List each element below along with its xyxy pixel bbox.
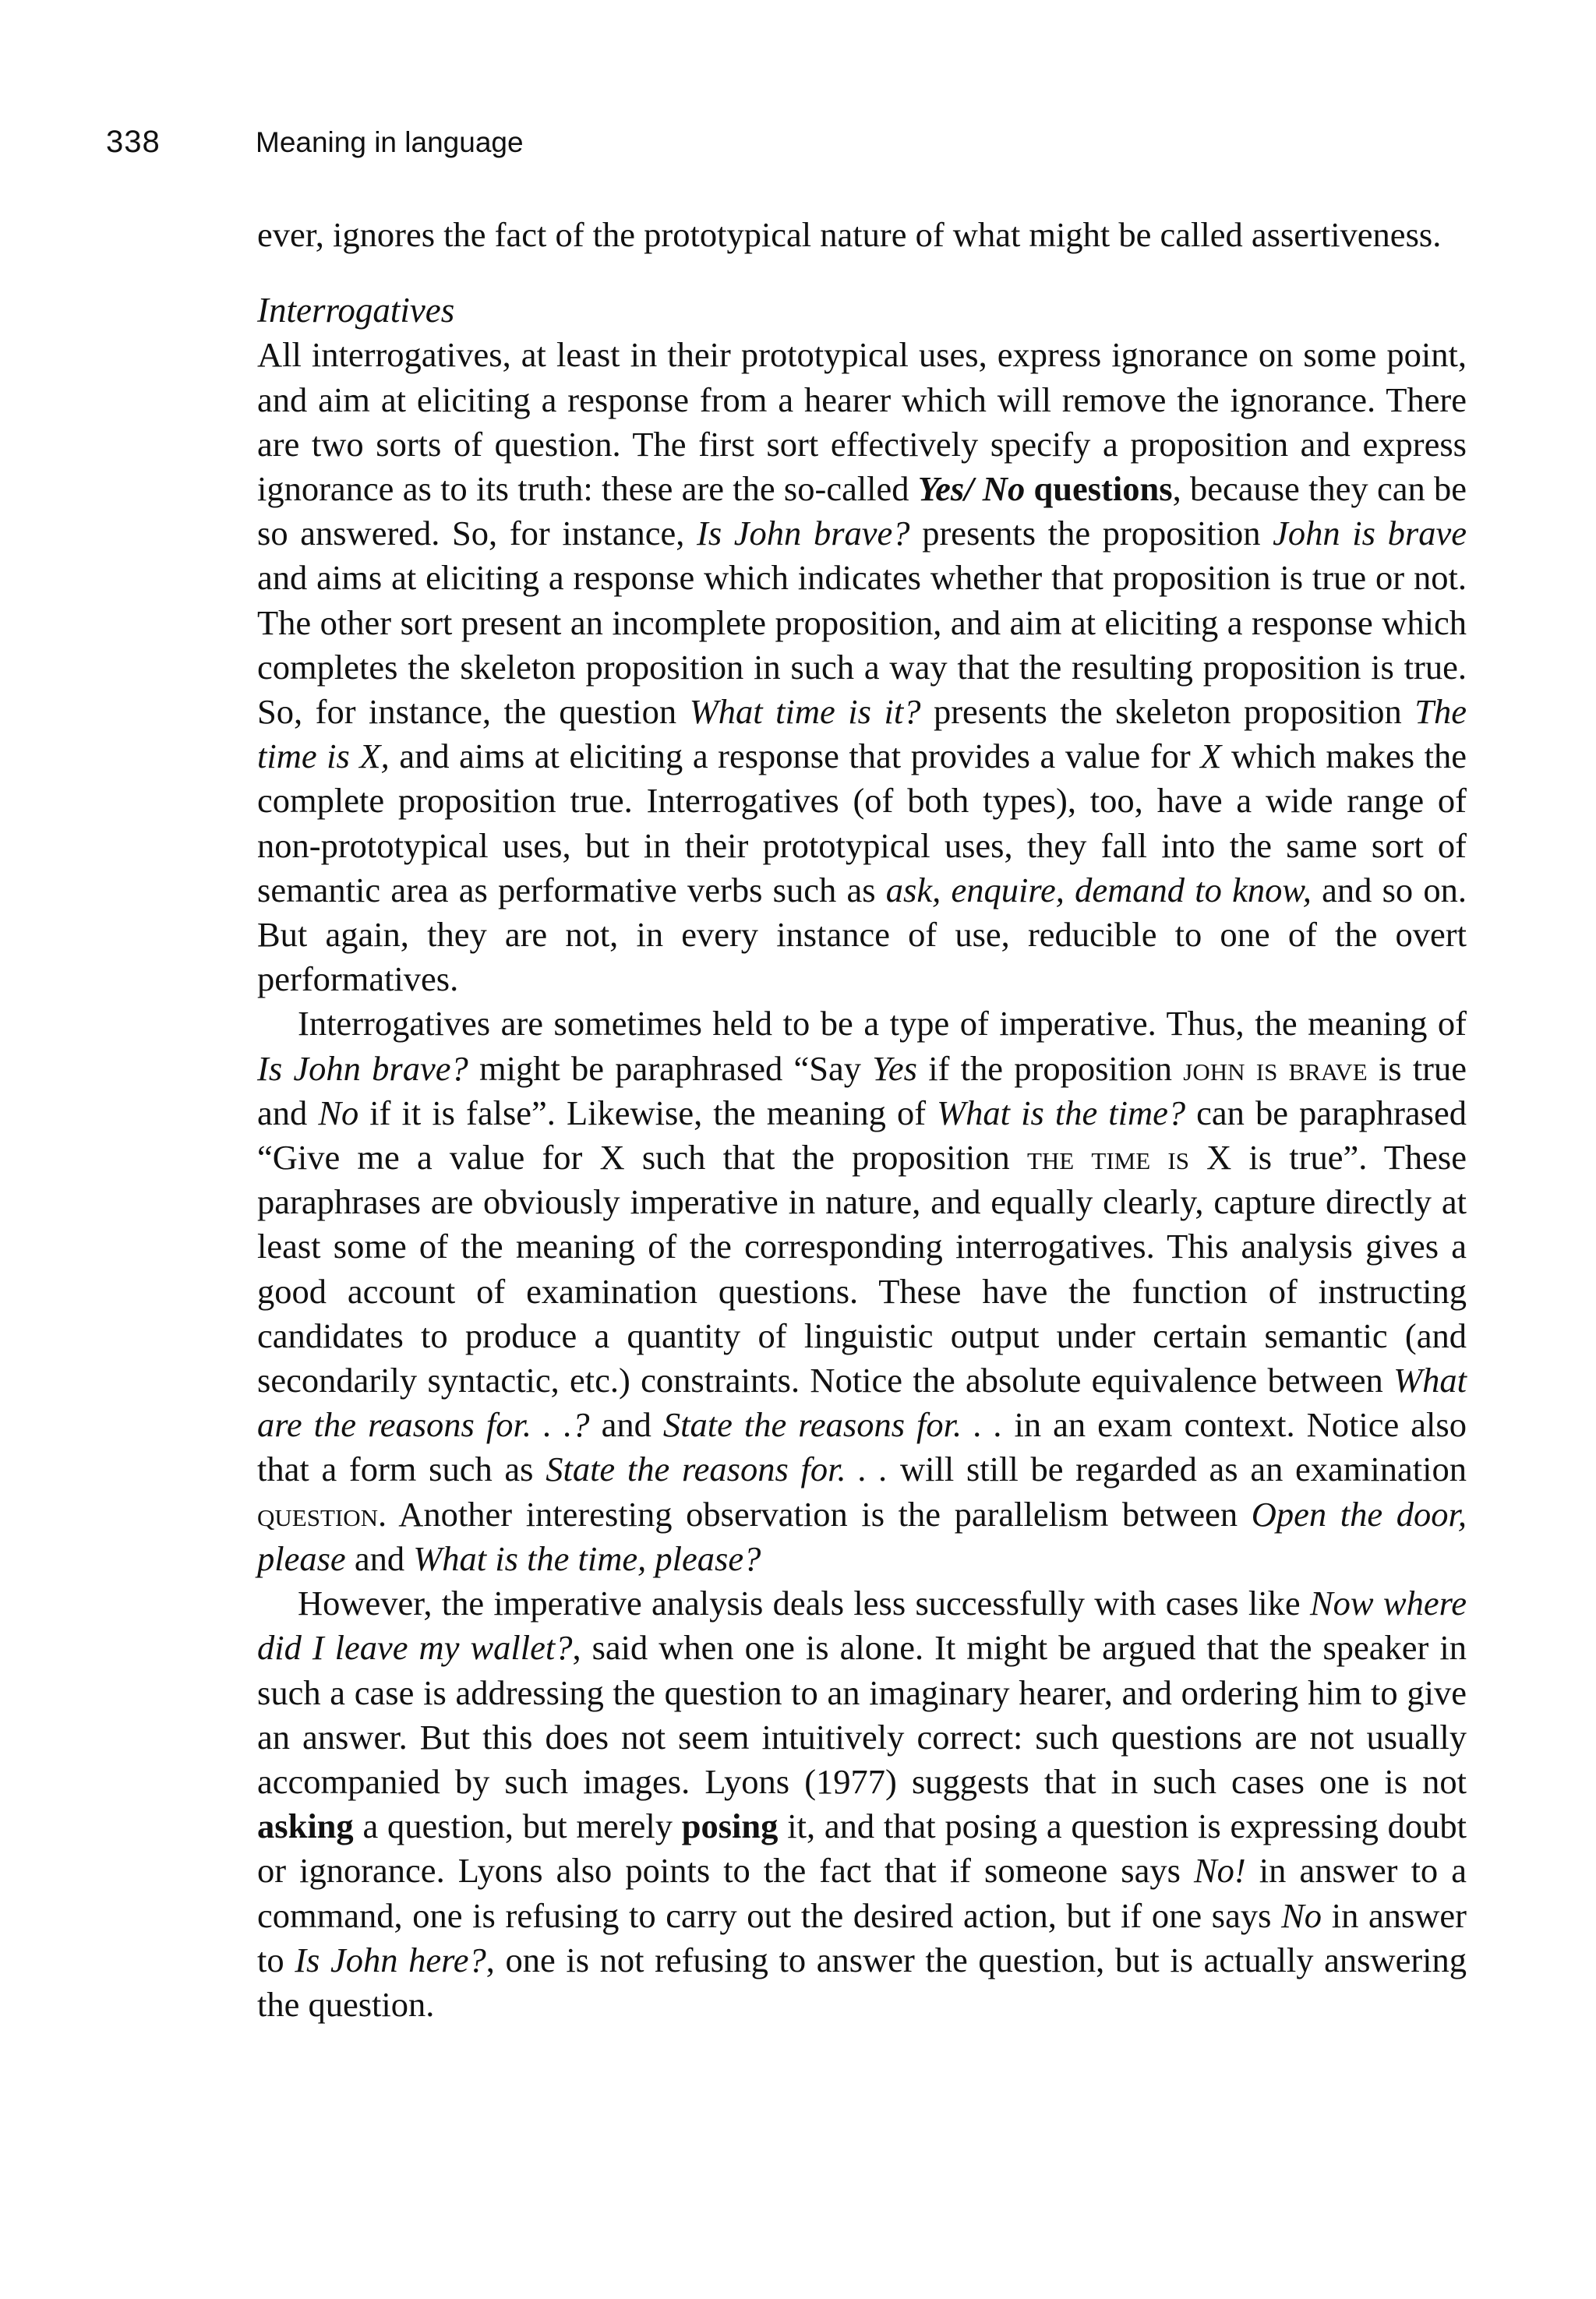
paragraph-3: [257, 1581, 1467, 2027]
example-x: X: [1200, 736, 1222, 776]
example-no-exclamation: No!: [1194, 1851, 1246, 1891]
text-run: , said when one is alone. It might be argued that the speaker in such a case is addressing the question to an imaginary hearer, and ordering him to give an answer. But this does not seem intuitively correct: such questions are not usually accompanied by such images. Lyons (1977) suggests that in such cases one is not: [257, 1628, 1467, 1801]
example-yes: Yes: [872, 1048, 917, 1088]
paragraph-1: [257, 333, 1467, 1001]
text-run: presents the skeleton proposition: [920, 692, 1415, 732]
term-asking: asking: [257, 1806, 354, 1846]
example-no: No: [1281, 1895, 1322, 1935]
term-posing: posing: [681, 1806, 779, 1846]
smallcaps-john-is-brave: john is brave: [1183, 1048, 1368, 1088]
page-header: [106, 125, 524, 160]
text-run: and: [345, 1538, 414, 1578]
text-run: in an exam context. Notice also that a form such as: [257, 1405, 1467, 1489]
intro-paragraph: ever, ignores the fact of the prototypical nature of what might be called assertiveness.: [257, 215, 1442, 254]
text-run: and so on. But again, they are not, in every instance of use, reducible to one of the overt performatives.: [257, 870, 1467, 999]
example-state-reasons: State the reasons for. . .: [662, 1405, 1003, 1445]
example-what-is-the-time: What is the time?: [937, 1093, 1186, 1132]
text-run: can be paraphrased “Give me a value for X such that the proposition: [257, 1093, 1467, 1178]
example-john-is-brave: John is brave: [1273, 514, 1467, 553]
example-open-door: Open the door, please: [257, 1494, 1467, 1578]
text-run: and aims at eliciting a response that provides a value for: [389, 736, 1201, 776]
text-run: in answer to: [257, 1895, 1467, 1979]
example-time-is-x: The time is X,: [257, 692, 1467, 776]
example-no: No: [318, 1093, 359, 1132]
term-questions: questions: [1025, 469, 1173, 509]
text-run: if it is false”. Likewise, the meaning of: [358, 1093, 937, 1132]
text-run: Interrogatives are sometimes held to be a type of imperative. Thus, the meaning of: [298, 1004, 1467, 1044]
smallcaps-question: question: [257, 1494, 378, 1534]
running-head: Meaning in language: [256, 126, 524, 158]
text-run: in answer to a command, one is refusing to carry out the desired action, but if one says: [257, 1851, 1467, 1935]
text-run: if the proposition: [917, 1048, 1184, 1088]
text-run: However, the imperative analysis deals less successfully with cases like: [298, 1584, 1310, 1623]
example-is-john-brave: Is John brave?: [257, 1048, 468, 1088]
page-number: 338: [106, 125, 161, 159]
example-what-are-reasons: What are the reasons for. . .?: [257, 1361, 1467, 1445]
text-run: , because they can be so answered. So, for instance,: [257, 469, 1467, 553]
text-run: might be paraphrased “Say: [468, 1048, 873, 1088]
text-run: , one is not refusing to answer the question, but is actually answering the question.: [257, 1940, 1467, 2024]
text-run: presents the proposition: [909, 514, 1273, 553]
example-what-time: What time is it?: [689, 692, 921, 732]
smallcaps-the-time-is: the time is: [1026, 1138, 1189, 1178]
section-heading: Interrogatives: [257, 291, 455, 330]
example-state-reasons: State the reasons for. . .: [546, 1450, 888, 1489]
text-run: it, and that posing a question is expressing doubt or ignorance. Lyons also points to the fact that if someone says: [257, 1806, 1467, 1891]
text-run: which makes the complete proposition true. Interrogatives (of both types), too, have a wide range of non-prototypical uses, but in their prototypical uses, they fall into the same sort of semantic area as performative verbs such as: [257, 736, 1467, 909]
text-run: will still be regarded as an examination: [888, 1450, 1467, 1489]
example-wallet: Now where did I leave my wallet?: [257, 1584, 1467, 1668]
example-is-john-brave: Is John brave?: [697, 514, 910, 553]
text-run: a question, but merely: [353, 1806, 682, 1846]
term-yes-no: Yes/ No: [917, 469, 1026, 509]
text-run: and aims at eliciting a response which indicates whether that proposition is true or not. The other sort present an incomplete proposition, and aim at eliciting a response which completes the skeleton proposition in such a way that the resulting proposition is true. So, for instance, the question: [257, 558, 1467, 732]
example-what-is-time-please: What is the time, please?: [413, 1538, 761, 1578]
text-run: All interrogatives, at least in their prototypical uses, express ignorance on some point, and aim at eliciting a response from a hearer which will remove the ignorance. There are two sorts of question. The first sort effectively specify a proposition and express ignorance as to its truth: these are the so-called: [257, 335, 1467, 509]
text-run: X is true”. These paraphrases are obviously imperative in nature, and equally clearly, capture directly at least some of the meaning of the corresponding interrogatives. This analysis gives a good account of examination questions. These have the function of instructing candidates to produce a quantity of linguistic output under certain semantic (and secondarily syntactic, etc.) constraints. Notice the absolute equivalence between: [257, 1138, 1467, 1400]
text-run: . Another interesting observation is the parallelism between: [378, 1494, 1252, 1534]
body-text: [257, 213, 1467, 2027]
text-run: is true and: [257, 1048, 1467, 1132]
text-run: and: [589, 1405, 663, 1445]
paragraph-2: [257, 1001, 1467, 1581]
example-performatives: ask, enquire, demand to know,: [885, 870, 1312, 909]
example-is-john-here: Is John here?: [295, 1940, 486, 1979]
